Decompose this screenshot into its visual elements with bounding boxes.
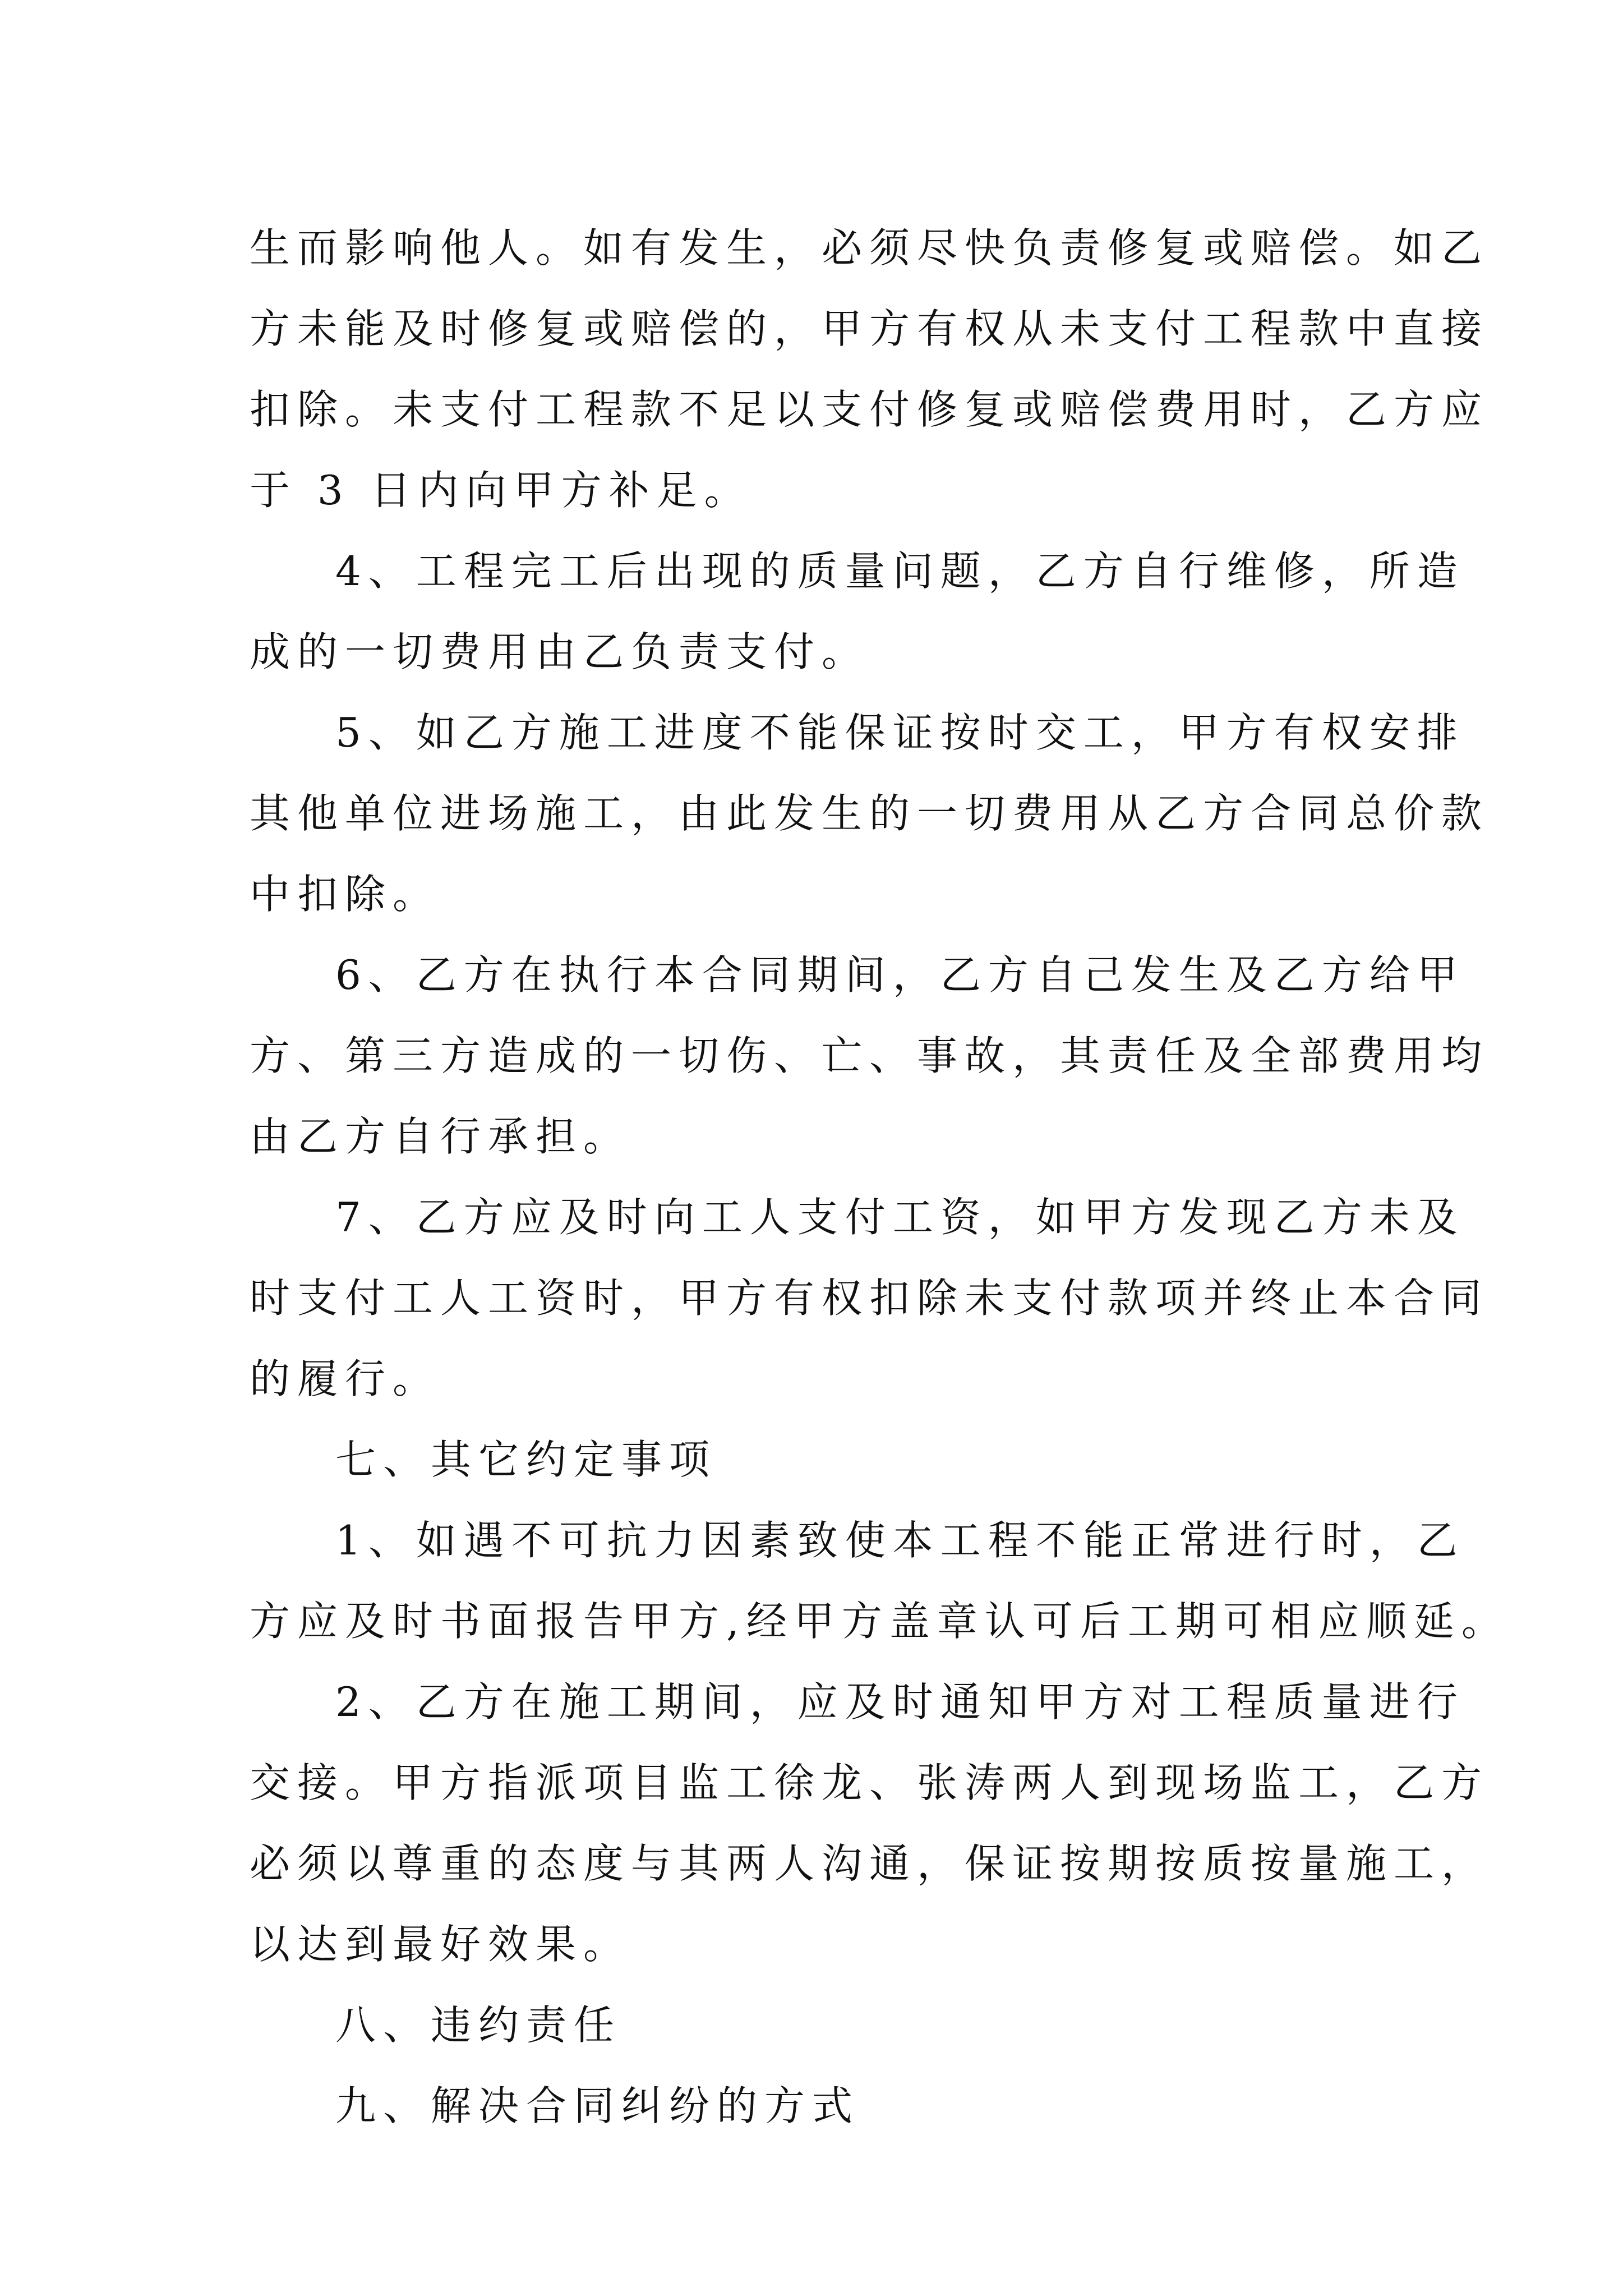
clause-1-line: 1、如遇不可抗力因素致使本工程不能正常进行时，乙 bbox=[335, 1517, 1465, 1564]
text-line: 生而影响他人。如有发生，必须尽快负责修复或赔偿。如乙 bbox=[250, 224, 1490, 272]
clause-2-line: 2、乙方在施工期间，应及时通知甲方对工程质量进行 bbox=[335, 1678, 1465, 1726]
text-line: 由乙方自行承担。 bbox=[250, 1113, 631, 1160]
text-line: 以达到最好效果。 bbox=[250, 1921, 631, 1968]
text-line: 成的一切费用由乙负责支付。 bbox=[250, 628, 870, 675]
text-line: 交接。甲方指派项目监工徐龙、张涛两人到现场监工，乙方 bbox=[250, 1759, 1490, 1806]
section-heading-breach-liability: 八、违约责任 bbox=[335, 2001, 622, 2049]
text-line: 中扣除。 bbox=[250, 871, 441, 918]
document-body bbox=[250, 208, 1509, 2146]
clause-4-line: 4、工程完工后出现的质量问题，乙方自行维修，所造 bbox=[335, 547, 1465, 595]
clause-6-line: 6、乙方在执行本合同期间，乙方自己发生及乙方给甲 bbox=[335, 951, 1465, 999]
text-line: 必须以尊重的态度与其两人沟通，保证按期按质按量施工， bbox=[250, 1840, 1490, 1887]
clause-5-line: 5、如乙方施工进度不能保证按时交工，甲方有权安排 bbox=[335, 709, 1465, 756]
text-line: 方、第三方造成的一切伤、亡、事故，其责任及全部费用均 bbox=[250, 1032, 1490, 1079]
text-line: 的履行。 bbox=[250, 1355, 441, 1402]
text-line: 方应及时书面报告甲方,经甲方盖章认可后工期可相应顺延。 bbox=[250, 1598, 1509, 1645]
text-line: 时支付工人工资时，甲方有权扣除未支付款项并终止本合同 bbox=[250, 1274, 1490, 1322]
text-line: 于 3 日内向甲方补足。 bbox=[250, 467, 752, 514]
section-heading-other-terms: 七、其它约定事项 bbox=[335, 1436, 717, 1483]
text-line: 其他单位进场施工，由此发生的一切费用从乙方合同总价款 bbox=[250, 790, 1490, 837]
text-line: 扣除。未支付工程款不足以支付修复或赔偿费用时，乙方应 bbox=[250, 386, 1490, 433]
clause-7-line: 7、乙方应及时向工人支付工资，如甲方发现乙方未及 bbox=[335, 1194, 1465, 1241]
section-heading-dispute-resolution: 九、解决合同纠纷的方式 bbox=[335, 2082, 860, 2129]
text-line: 方未能及时修复或赔偿的，甲方有权从未支付工程款中直接 bbox=[250, 305, 1490, 352]
